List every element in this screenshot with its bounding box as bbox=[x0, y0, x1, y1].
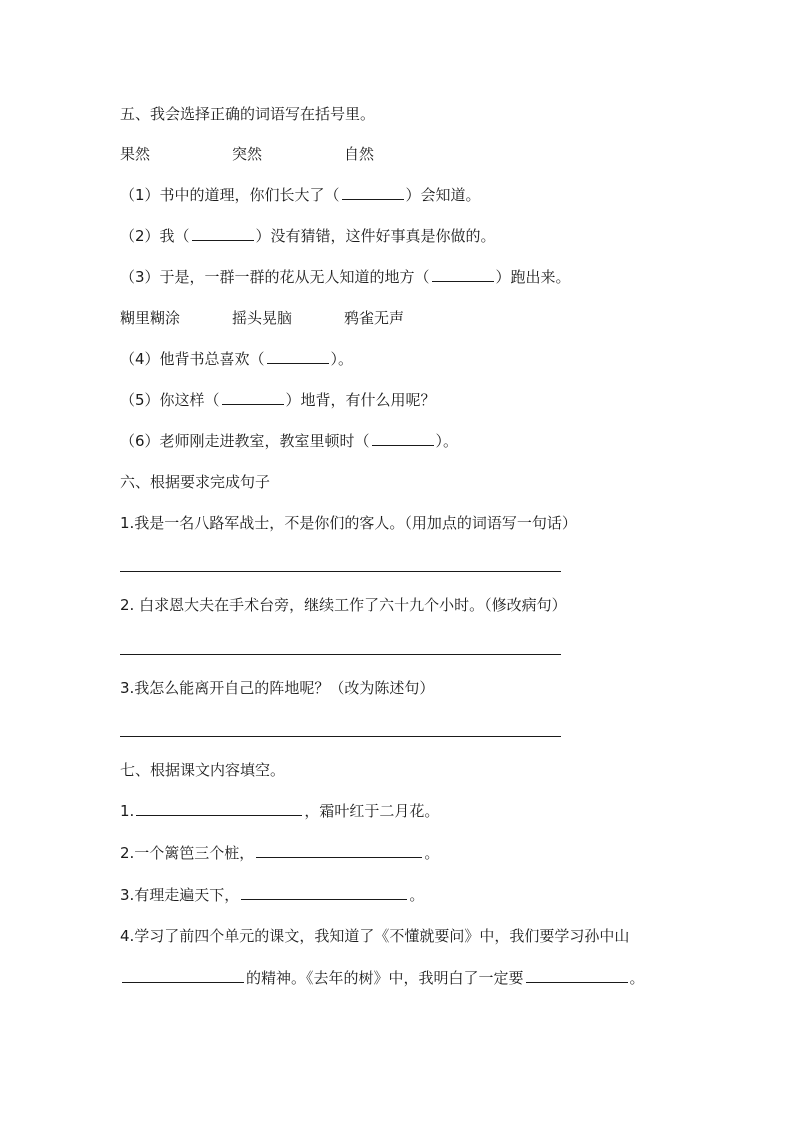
question-text: 2.一个篱笆三个桩， bbox=[120, 844, 255, 862]
word-option: 摇头晃脑 bbox=[232, 309, 293, 327]
question-text: ，霜叶红于二月花。 bbox=[304, 802, 440, 820]
question-text: 1. bbox=[120, 802, 135, 820]
question-7-1 bbox=[120, 800, 439, 822]
answer-blank[interactable] bbox=[267, 349, 329, 364]
question-text: ）。 bbox=[330, 350, 354, 368]
question-text: ）地背，有什么用呢？ bbox=[285, 391, 436, 409]
answer-blank[interactable] bbox=[372, 431, 434, 446]
answer-line[interactable] bbox=[120, 571, 561, 572]
question-text: ）。 bbox=[435, 432, 459, 450]
question-text: （3）于是，一群一群的花从无人知道的地方（ bbox=[120, 268, 430, 286]
question-5-6 bbox=[120, 430, 458, 452]
question-text: （6）老师刚走进教室，教室里顿时（ bbox=[120, 432, 370, 450]
question-text: （5）你这样（ bbox=[120, 391, 220, 409]
word-option: 突然 bbox=[232, 145, 263, 163]
question-7-4: 4.学习了前四个单元的课文，我知道了《不懂就要问》中，我们要学习孙中山 bbox=[120, 927, 630, 945]
section-5-title: 五、我会选择正确的词语写在括号里。 bbox=[120, 105, 376, 123]
question-text: （2）我（ bbox=[120, 227, 190, 245]
answer-blank[interactable] bbox=[122, 968, 244, 983]
answer-blank[interactable] bbox=[256, 843, 422, 858]
question-5-1 bbox=[120, 184, 481, 206]
question-text: 。 bbox=[424, 844, 440, 862]
question-text: 。 bbox=[629, 969, 645, 987]
answer-line[interactable] bbox=[120, 654, 561, 655]
word-option: 自然 bbox=[344, 145, 375, 163]
question-6-3: 3.我怎么能离开自己的阵地呢？（改为陈述句） bbox=[120, 679, 435, 697]
answer-blank[interactable] bbox=[136, 801, 302, 816]
question-6-2: 2. 白求恩大夫在手术台旁，继续工作了六十九个小时。（修改病句） bbox=[120, 596, 567, 614]
answer-blank[interactable] bbox=[241, 885, 407, 900]
question-text: （4）他背书总喜欢（ bbox=[120, 350, 265, 368]
answer-blank[interactable] bbox=[526, 968, 628, 983]
word-option: 鸦雀无声 bbox=[344, 309, 405, 327]
question-text: ）会知道。 bbox=[405, 186, 481, 204]
word-bank-2 bbox=[120, 307, 404, 329]
answer-blank[interactable] bbox=[342, 185, 404, 200]
question-5-3 bbox=[120, 266, 571, 288]
question-5-4 bbox=[120, 348, 353, 370]
section-7-title: 七、根据课文内容填空。 bbox=[120, 761, 286, 779]
question-text: ）跑出来。 bbox=[495, 268, 571, 286]
section-6-title: 六、根据要求完成句子 bbox=[120, 473, 271, 491]
answer-blank[interactable] bbox=[222, 390, 284, 405]
question-5-2 bbox=[120, 225, 496, 247]
question-text: 的精神。《去年的树》中，我明白了一定要 bbox=[246, 969, 524, 987]
question-7-3 bbox=[120, 884, 424, 906]
answer-blank[interactable] bbox=[432, 267, 494, 282]
question-6-1: 1.我是一名八路军战士，不是你们的客人。（用加点的词语写一句话） bbox=[120, 514, 577, 532]
question-5-5 bbox=[120, 389, 436, 411]
word-option: 果然 bbox=[120, 145, 151, 163]
answer-line[interactable] bbox=[120, 736, 561, 737]
word-bank-1 bbox=[120, 143, 374, 165]
question-text: （1）书中的道理，你们长大了（ bbox=[120, 186, 340, 204]
question-text: 3.有理走遍天下， bbox=[120, 886, 240, 904]
question-7-4-continued bbox=[120, 967, 645, 989]
question-text: 。 bbox=[409, 886, 425, 904]
word-option: 糊里糊涂 bbox=[120, 309, 181, 327]
answer-blank[interactable] bbox=[192, 226, 254, 241]
question-7-2 bbox=[120, 842, 439, 864]
question-text: ）没有猜错，这件好事真是你做的。 bbox=[255, 227, 496, 245]
